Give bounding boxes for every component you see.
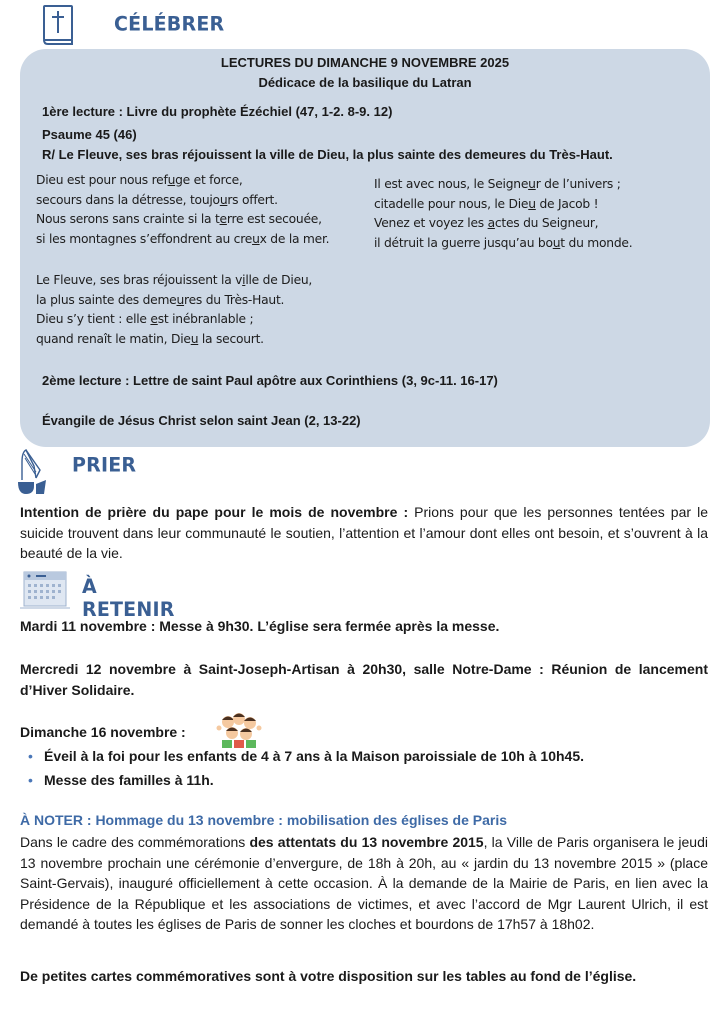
note-emphasis: des attentats du 13 novembre 2015 — [249, 834, 484, 850]
readings-header: LECTURES DU DIMANCHE 9 NOVEMBRE 2025 — [220, 55, 510, 70]
retenir-title: À RETENIR — [82, 574, 175, 622]
psalm-verse: Il est avec nous, le Seigneur de l’univers ; — [374, 177, 621, 191]
bible-icon — [42, 5, 74, 50]
note-body — [20, 832, 708, 935]
first-reading: 1ère lecture : Livre du prophète Ézéchiel (47, 1-2. 8-9. 12) — [42, 104, 393, 119]
announcement-tuesday: Mardi 11 novembre : Messe à 9h30. L’église sera fermée après la messe. — [20, 618, 500, 634]
readings-box — [20, 49, 710, 447]
psalm-verse: Venez et voyez les actes du Seigneur, — [374, 216, 599, 231]
psalm-refrain: R/ Le Fleuve, ses bras réjouissent la ville de Dieu, la plus sainte des demeures du Très-Haut. — [42, 147, 613, 162]
psalm-verse: quand renaît le matin, Dieu la secourt. — [36, 332, 264, 347]
psalm-verse: citadelle pour nous, le Dieu de Jacob ! — [374, 196, 599, 211]
psalm-verse: secours dans la détresse, toujours offert. — [36, 192, 278, 207]
prayer-intention-label: Intention de prière du pape pour le mois de novembre : — [20, 504, 409, 520]
list-item: • Éveil à la foi pour les enfants de 4 à 7 ans à la Maison paroissiale de 10h à 10h45. — [34, 744, 584, 768]
gospel-reading: Évangile de Jésus Christ selon saint Jean (2, 13-22) — [42, 413, 361, 428]
psalm-reference: Psaume 45 (46) — [42, 127, 137, 142]
list-item: • Messe des familles à 11h. — [34, 768, 584, 792]
psalm-verse: Dieu est pour nous refuge et force, — [36, 173, 243, 187]
note-text: Dans le cadre des commémorations — [20, 834, 250, 850]
note-title: À NOTER : Hommage du 13 novembre : mobilisation des églises de Paris — [20, 812, 508, 828]
psalm-verse: il détruit la guerre jusqu’au bout du monde. — [374, 236, 633, 251]
announcement-wednesday: Mercredi 12 novembre à Saint-Joseph-Artisan à 20h30, salle Notre-Dame : Réunion de lancement d’Hiver Solidaire. — [20, 661, 708, 698]
psalm-stanza-3 — [374, 175, 632, 254]
note-closing: De petites cartes commémoratives sont à votre disposition sur les tables au fond de l’église. — [20, 968, 637, 984]
feast-title: Dédicace de la basilique du Latran — [258, 75, 472, 90]
psalm-verse: si les montagnes s’effondrent au creux de la mer. — [36, 232, 330, 247]
prayer-intention-text: Prions pour que les personnes tentées par le suicide trouvent dans leur communauté le soutien, l’attention et l’amour dont elles ont besoin, et s’ouvrent à la beauté de la vie. — [20, 504, 708, 561]
sunday-activities-list — [20, 744, 584, 792]
prayer-intention — [20, 502, 708, 564]
announcement-sunday-label: Dimanche 16 novembre : — [20, 724, 186, 740]
praying-hands-icon — [14, 448, 54, 503]
celebrer-title: CÉLÉBRER — [114, 12, 225, 36]
prier-title: PRIER — [72, 453, 137, 477]
calendar-icon — [20, 570, 70, 615]
psalm-verse: Dieu s’y tient : elle est inébranlable ; — [36, 312, 254, 327]
psalm-stanza-2 — [36, 271, 312, 350]
psalm-stanza-1 — [36, 171, 329, 250]
psalm-verse: Le Fleuve, ses bras réjouissent la ville de Dieu, — [36, 273, 313, 287]
psalm-verse: la plus sainte des demeures du Très-Haut. — [36, 292, 285, 307]
note-text: , la Ville de Paris organisera le jeudi 13 novembre prochain une cérémonie d’envergure, de 18h à 20h, au « jardin du 13 novembre 2015 » (place Saint-Gervais), inauguré officiellement à cette occasion. À la demande de la Mairie de Paris, en lien avec la Présidence de la République et les associations de victimes, et avec l’accord de Mgr Laurent Ulrich, il est demandé à toutes les églises de Paris de sonner les cloches et bourdons de 17h57 à 18h02. — [20, 834, 708, 932]
psalm-verse: Nous serons sans crainte si la terre est secouée, — [36, 212, 322, 227]
second-reading: 2ème lecture : Lettre de saint Paul apôtre aux Corinthiens (3, 9c-11. 16-17) — [42, 373, 498, 388]
